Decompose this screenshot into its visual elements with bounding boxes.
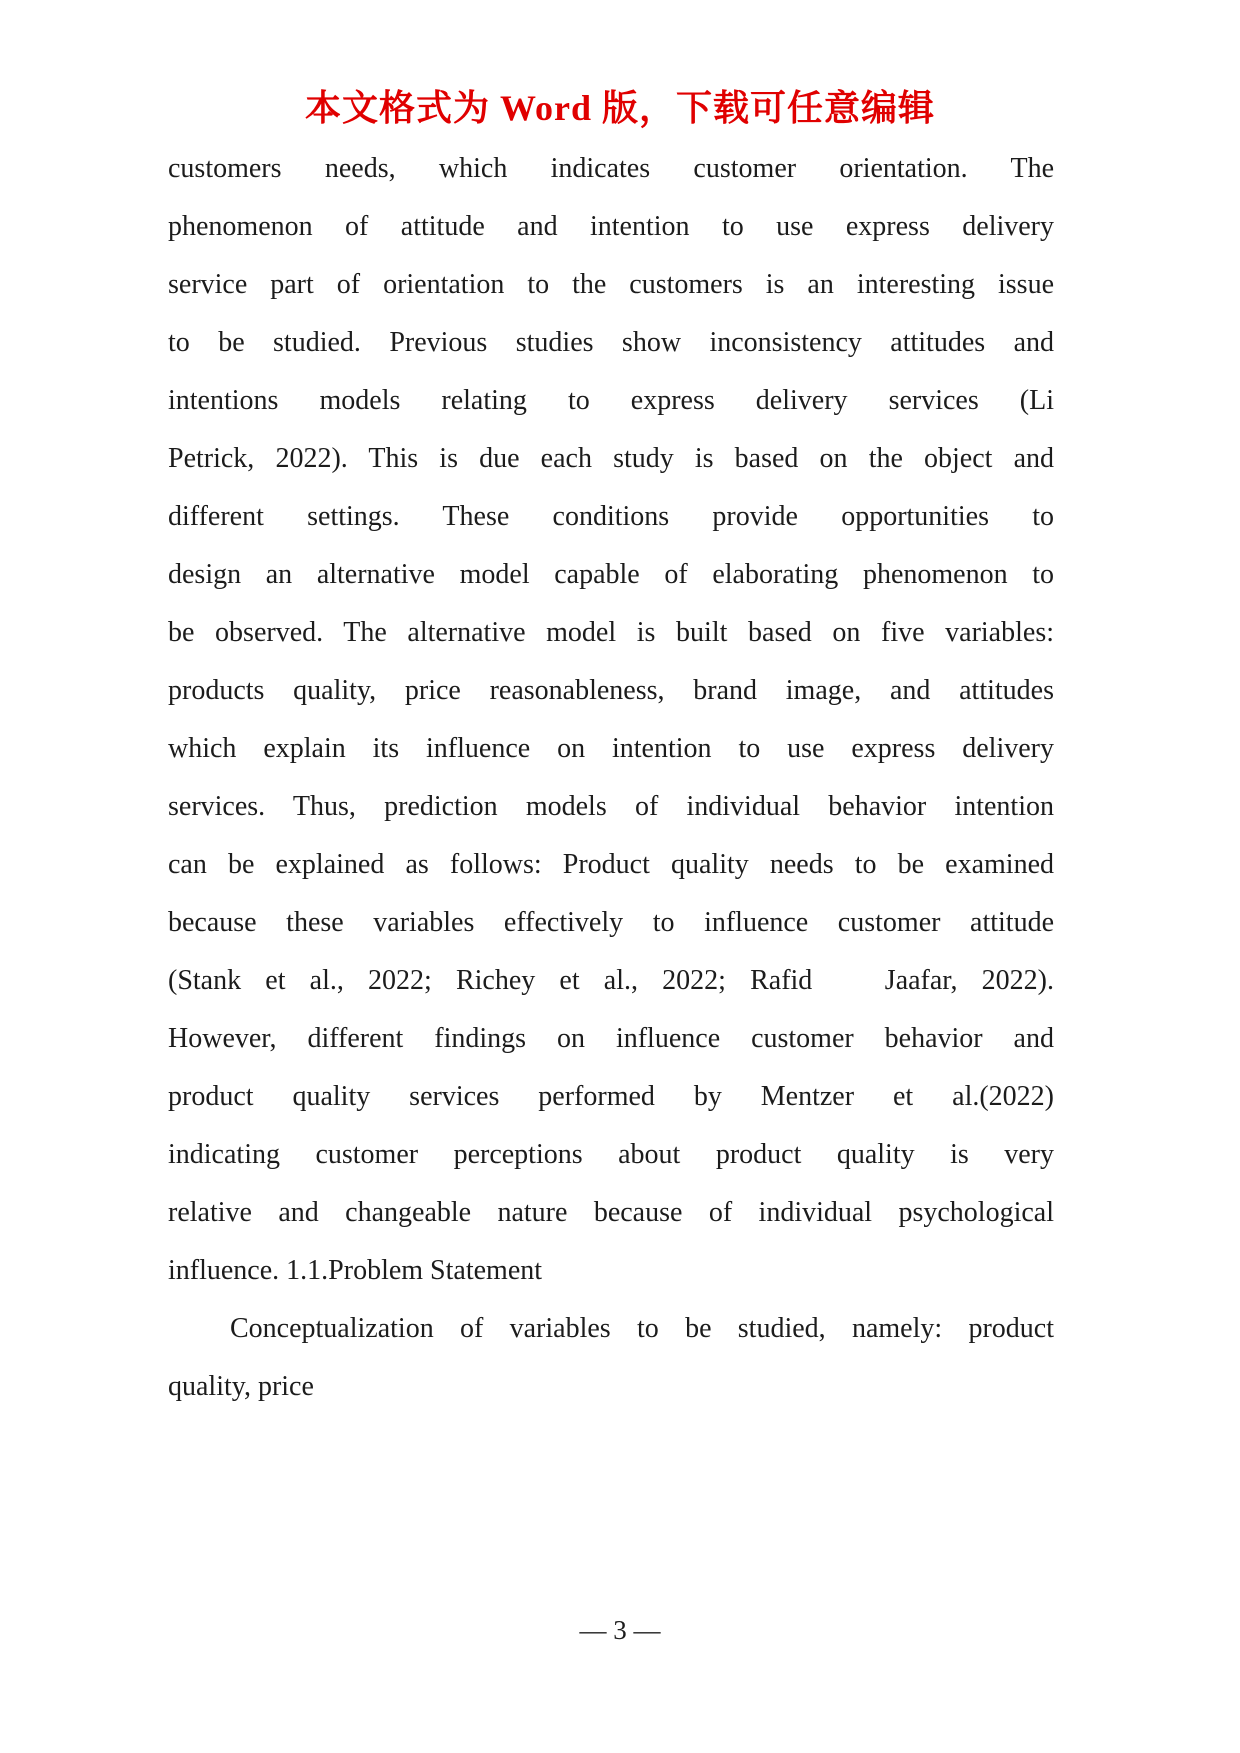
text-line: relative and changeable nature because of individual psychological xyxy=(168,1197,1054,1228)
text-line: design an alternative model capable of elaborating phenomenon to xyxy=(168,559,1054,590)
text-line: product quality services performed by Mentzer et al.(2022) xyxy=(168,1081,1054,1112)
text-line: influence. 1.1.Problem Statement xyxy=(168,1255,543,1286)
text-line: customers needs, which indicates customer orientation. The xyxy=(168,153,1054,184)
text-line: intentions models relating to express delivery services (Li xyxy=(168,385,1054,416)
text-line: different settings. These conditions provide opportunities to xyxy=(168,501,1054,532)
text-line: Petrick, 2022). This is due each study is based on the object and xyxy=(168,443,1054,474)
text-line: indicating customer perceptions about product quality is very xyxy=(168,1139,1054,1170)
page-number: — 3 — xyxy=(579,1615,661,1645)
text-line: products quality, price reasonableness, brand image, and attitudes xyxy=(168,675,1054,706)
text-line: which explain its influence on intention to use express delivery xyxy=(168,733,1054,764)
text-line: be observed. The alternative model is built based on five variables: xyxy=(168,617,1054,648)
text-line: because these variables effectively to influence customer attitude xyxy=(168,907,1054,938)
header-notice: 本文格式为 Word 版，下载可任意编辑 xyxy=(304,88,935,128)
text-line: services. Thus, prediction models of individual behavior intention xyxy=(168,791,1054,822)
text-line: However, different findings on influence customer behavior and xyxy=(168,1023,1054,1054)
document-body xyxy=(168,140,1054,1416)
text-line: quality, price xyxy=(168,1371,314,1402)
text-line: phenomenon of attitude and intention to use express delivery xyxy=(168,211,1054,242)
text-line: to be studied. Previous studies show inconsistency attitudes and xyxy=(168,327,1054,358)
text-line: can be explained as follows: Product quality needs to be examined xyxy=(168,849,1054,880)
text-line: Conceptualization of variables to be studied, namely: product xyxy=(230,1313,1054,1344)
text-line: service part of orientation to the customers is an interesting issue xyxy=(168,269,1054,300)
text-line: (Stank et al., 2022; Richey et al., 2022; Rafid Jaafar, 2022). xyxy=(168,965,1054,996)
